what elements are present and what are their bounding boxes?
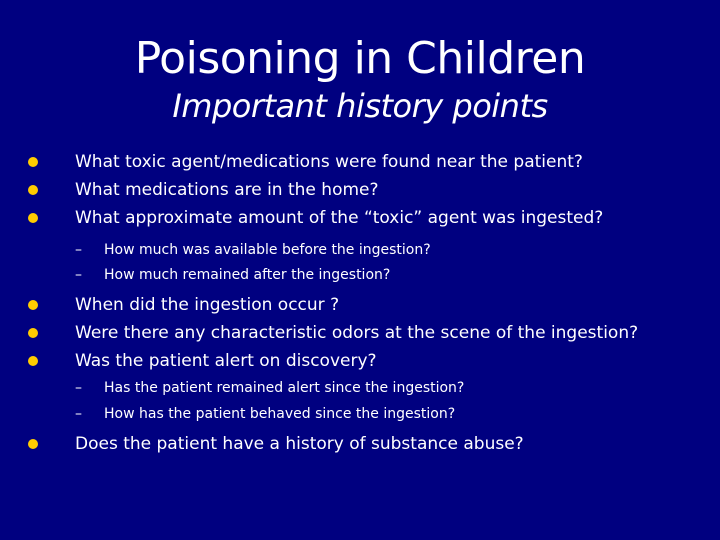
sub-bullet-text: Has the patient remained alert since the ingestion?: [104, 380, 465, 396]
bullet-text: When did the ingestion occur ?: [75, 295, 340, 315]
dash-marker: –: [75, 406, 82, 422]
bullet-dot-icon: [28, 185, 38, 195]
bullet-text: What toxic agent/medications were found near the patient?: [75, 152, 583, 172]
bullet-text: Does the patient have a history of substance abuse?: [75, 434, 524, 454]
dash-marker: –: [75, 380, 82, 396]
bullet-dot-icon: [28, 356, 38, 366]
bullet-text: What approximate amount of the “toxic” agent was ingested?: [75, 208, 604, 228]
slide-title: Poisoning in Children: [134, 33, 586, 84]
sub-bullet-text: How much was available before the ingestion?: [104, 242, 431, 258]
bullet-text: Was the patient alert on discovery?: [75, 351, 377, 371]
dash-marker: –: [75, 242, 82, 258]
bullet-dot-icon: [28, 213, 38, 223]
bullet-dot-icon: [28, 300, 38, 310]
sub-bullet-text: How much remained after the ingestion?: [104, 267, 391, 283]
bullet-text: What medications are in the home?: [75, 180, 379, 200]
sub-bullet-text: How has the patient behaved since the ingestion?: [104, 406, 456, 422]
bullet-dot-icon: [28, 439, 38, 449]
bullet-dot-icon: [28, 328, 38, 338]
slide-subtitle: Important history points: [172, 87, 548, 125]
dash-marker: –: [75, 267, 82, 283]
bullet-dot-icon: [28, 157, 38, 167]
bullet-text: Were there any characteristic odors at the scene of the ingestion?: [75, 323, 639, 343]
